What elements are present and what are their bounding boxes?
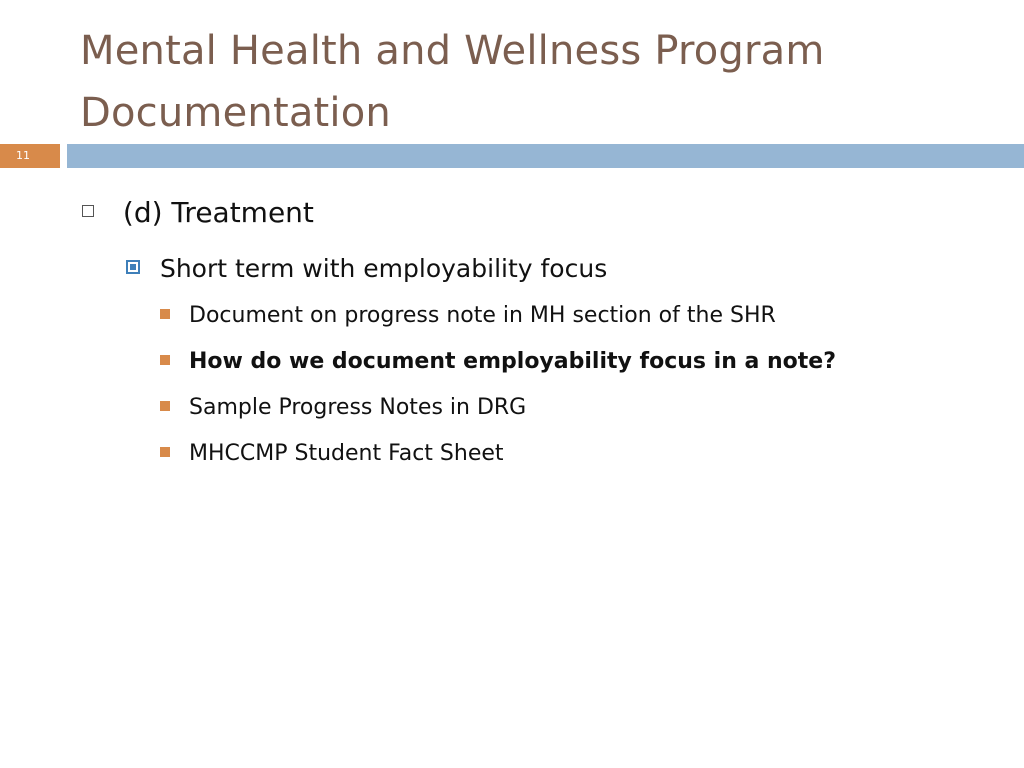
bullet-level3-text: How do we document employability focus in a note? [189,349,836,374]
filled-square-bullet-icon [160,355,170,365]
bullet-level3-item [160,392,526,424]
bullet-level1-text: (d) Treatment [122,196,314,229]
slide-number: 11 [0,144,60,168]
filled-square-bullet-icon [160,309,170,319]
bullet-level2-text: Short term with employability focus [159,254,608,283]
filled-square-bullet-icon [160,447,170,457]
boxed-square-bullet-icon [126,260,140,274]
bullet-level3-item [160,300,776,332]
slide-title [80,20,980,144]
bullet-level2-short-term [126,246,607,291]
bullet-level3-text: Sample Progress Notes in DRG [189,395,527,420]
bullet-level3-item [160,346,836,378]
slide-title-line-1: Mental Health and Wellness Program [80,28,825,74]
slide-title-line-2: Documentation [80,90,391,136]
bullet-level3-text: Document on progress note in MH section of the SHR [189,303,776,328]
title-divider-bar [67,144,1024,168]
filled-square-bullet-icon [160,401,170,411]
hollow-square-bullet-icon [82,205,94,217]
bullet-level1-treatment [82,190,314,235]
bullet-level3-item [160,438,504,470]
bullet-level3-text: MHCCMP Student Fact Sheet [189,441,504,466]
